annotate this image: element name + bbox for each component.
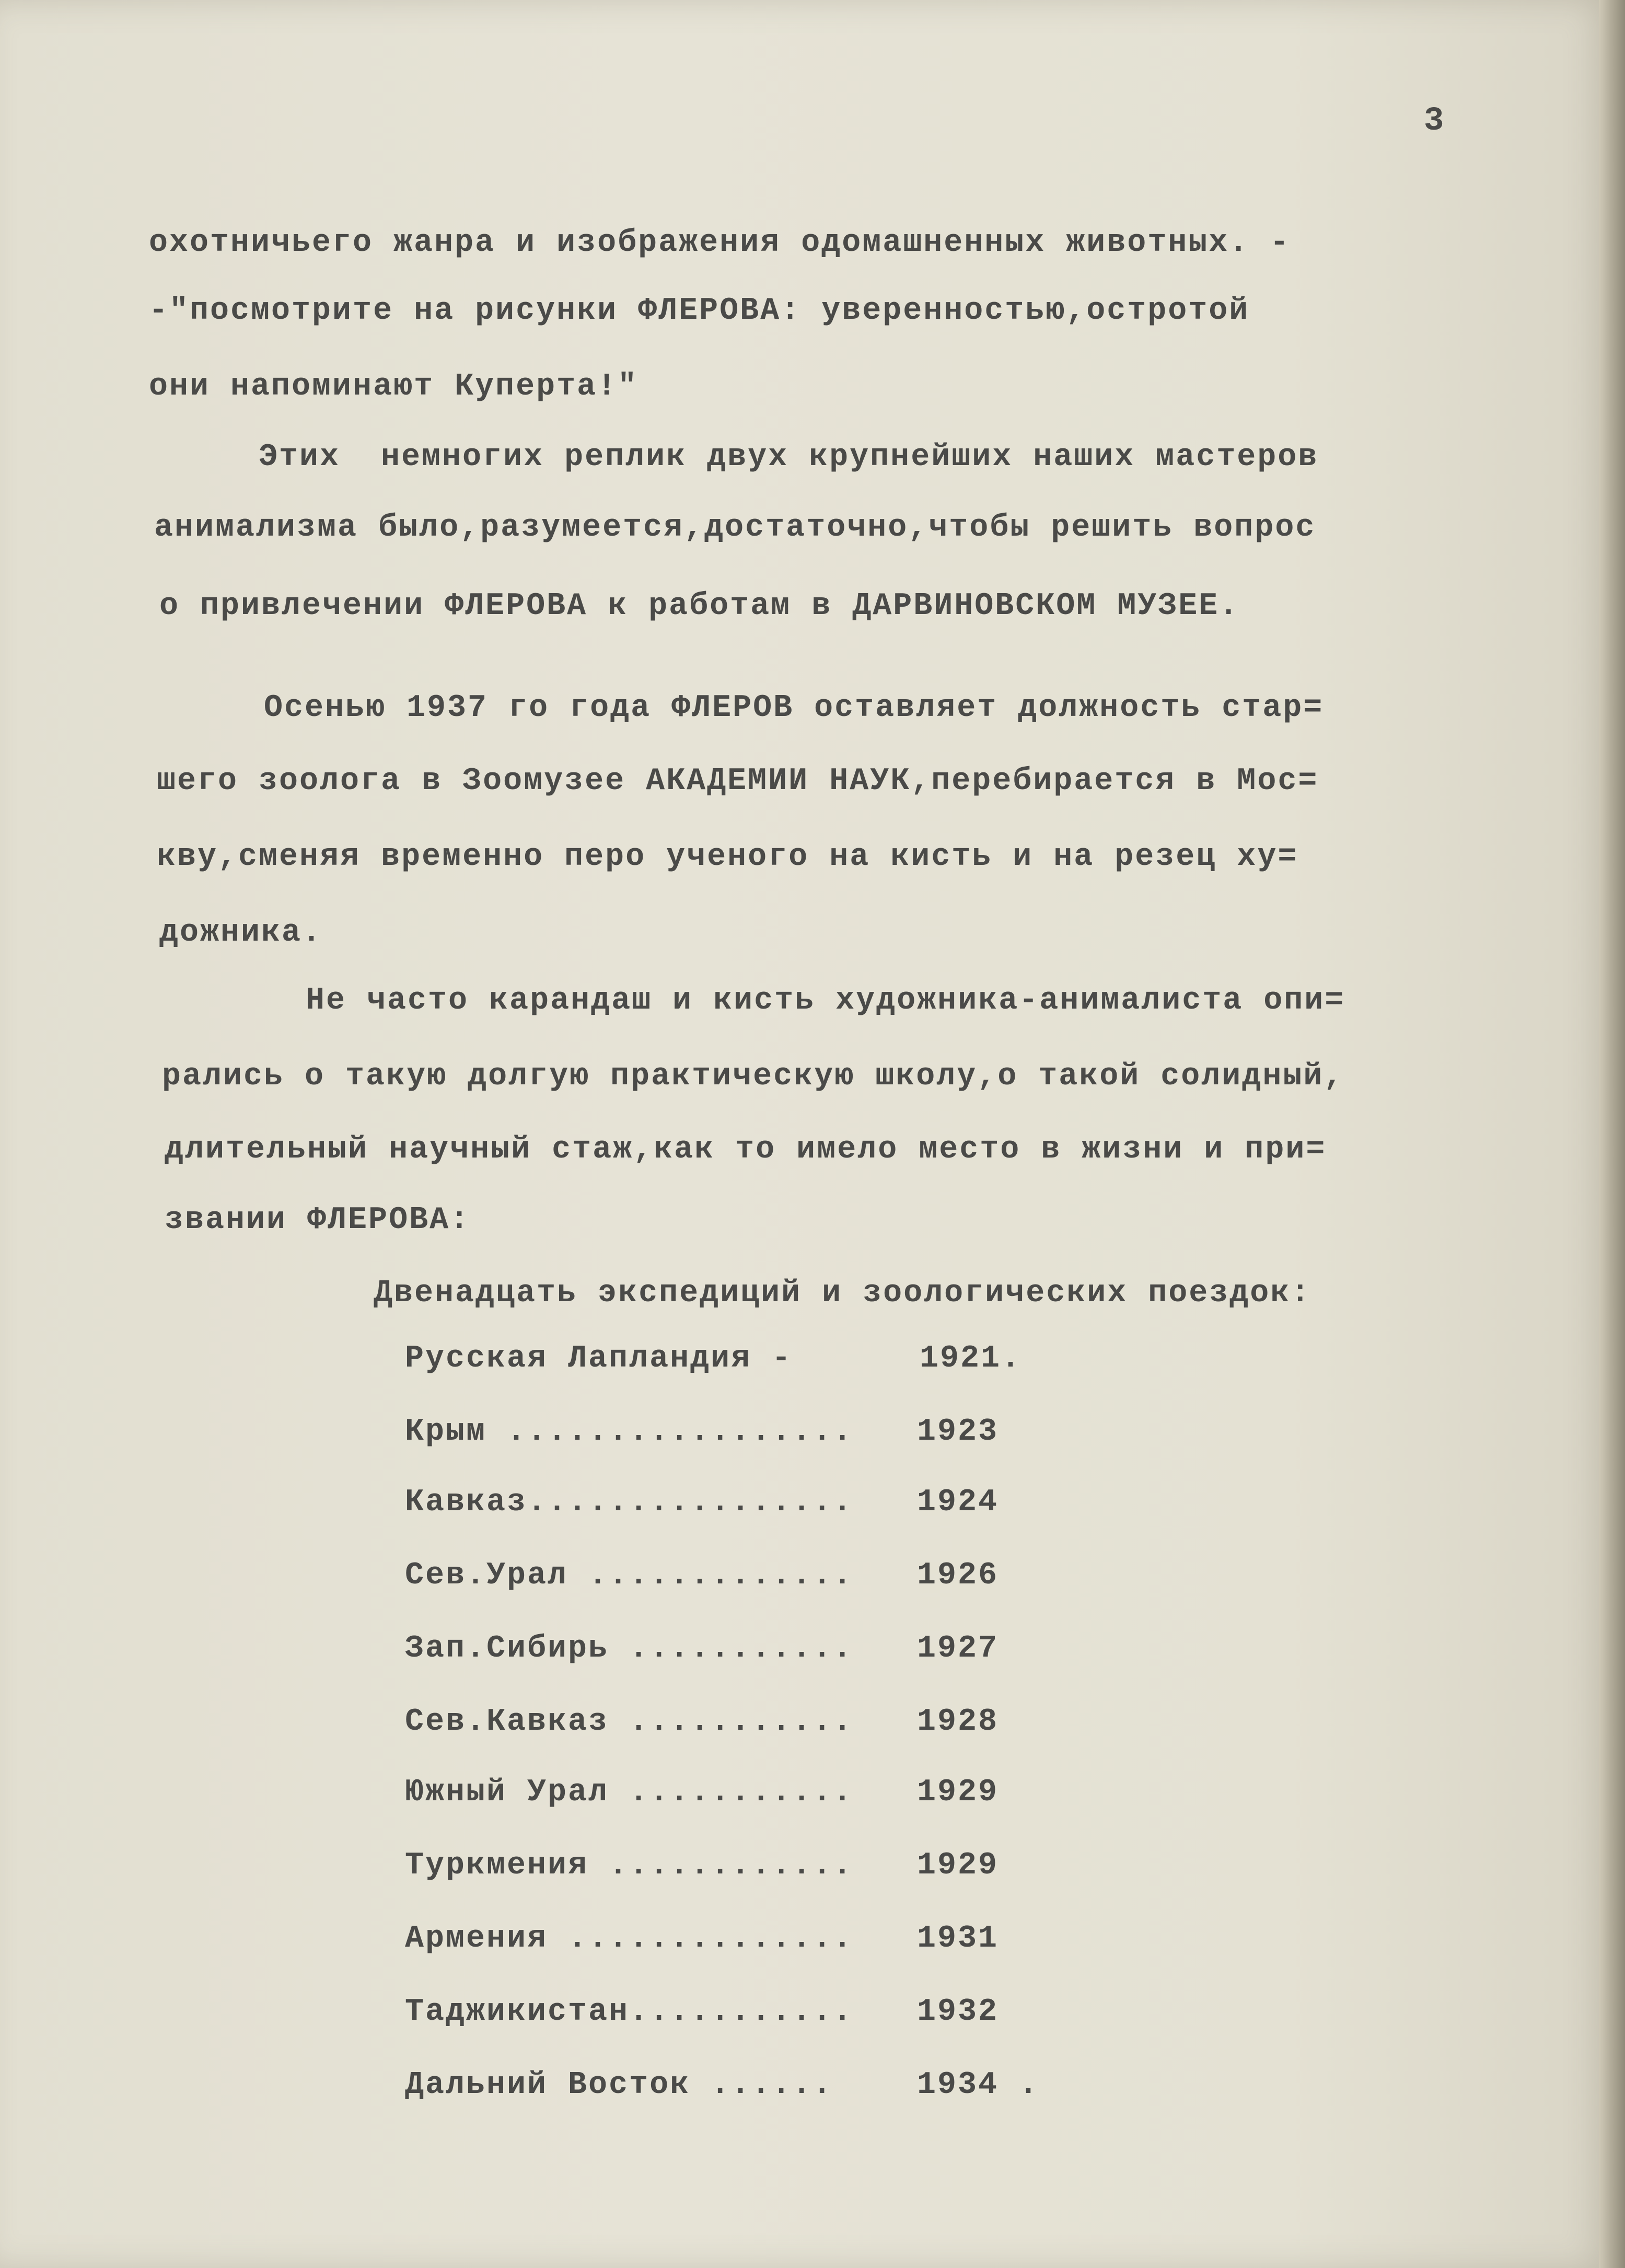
expedition-place: Сев.Кавказ ........... [405,1704,854,1740]
expedition-year: 1923 [917,1414,999,1450]
expedition-place: Туркмения ............ [405,1848,854,1883]
expedition-place: Дальний Восток ...... [405,2067,833,2103]
page-edge-shadow [1599,0,1625,2268]
expedition-place: Русская Лапландия - [405,1341,793,1376]
text-line: анимализма было,разумеется,достаточно,чтобы решить вопрос [154,510,1316,546]
text-line: дожника. [159,915,323,951]
expedition-year: 1932 [917,1994,999,2030]
expedition-year: 1929 [917,1848,999,1883]
text-line: Не часто карандаш и кисть художника-анималиста опи= [306,983,1345,1019]
text-line: о привлечении ФЛЕРОВА к работам в ДАРВИНОВСКОМ МУЗЕЕ. [159,588,1240,624]
expedition-year: 1931 [917,1921,999,1957]
expedition-place: Таджикистан........... [405,1994,854,2030]
text-line: Двенадцать экспедиций и зоологических поездок: [374,1276,1311,1311]
text-line: они напоминают Куперта!" [149,369,639,404]
text-line: длительный научный стаж,как то имело место в жизни и при= [165,1132,1327,1167]
text-line: Этих немногих реплик двух крупнейших наших мастеров [259,439,1319,475]
expedition-year: 1921. [920,1341,1022,1376]
expedition-year: 1928 [917,1704,999,1740]
list-item [405,2067,1040,2195]
page-number: 3 [1424,102,1446,140]
text-line: Осенью 1937 го года ФЛЕРОВ оставляет должность стар= [264,690,1324,726]
expedition-year: 1924 [917,1485,999,1520]
expedition-year: 1926 [917,1558,999,1593]
text-line: -"посмотрите на рисунки ФЛЕРОВА: уверенностью,остротой [149,293,1250,329]
expedition-year: 1927 [917,1631,999,1667]
expedition-place: Южный Урал ........... [405,1775,854,1810]
text-line: звании ФЛЕРОВА: [165,1202,471,1238]
expedition-place: Крым ................. [405,1414,854,1450]
text-line: рались о такую долгую практическую школу,о такой солидный, [162,1059,1344,1094]
text-line: кву,сменяя временно перо ученого на кисть и на резец ху= [157,839,1298,875]
expedition-place: Кавказ................ [405,1485,854,1520]
text-line: шего зоолога в Зоомузее АКАДЕМИИ НАУК,перебирается в Мос= [157,763,1319,799]
expedition-place: Зап.Сибирь ........... [405,1631,854,1667]
text-line: охотничьего жанра и изображения одомашненных животных. - [149,225,1291,261]
expedition-year: 1929 [917,1775,999,1810]
expedition-place: Армения .............. [405,1921,854,1957]
expedition-place: Сев.Урал ............. [405,1558,854,1593]
expedition-year: 1934 . [917,2067,1040,2103]
